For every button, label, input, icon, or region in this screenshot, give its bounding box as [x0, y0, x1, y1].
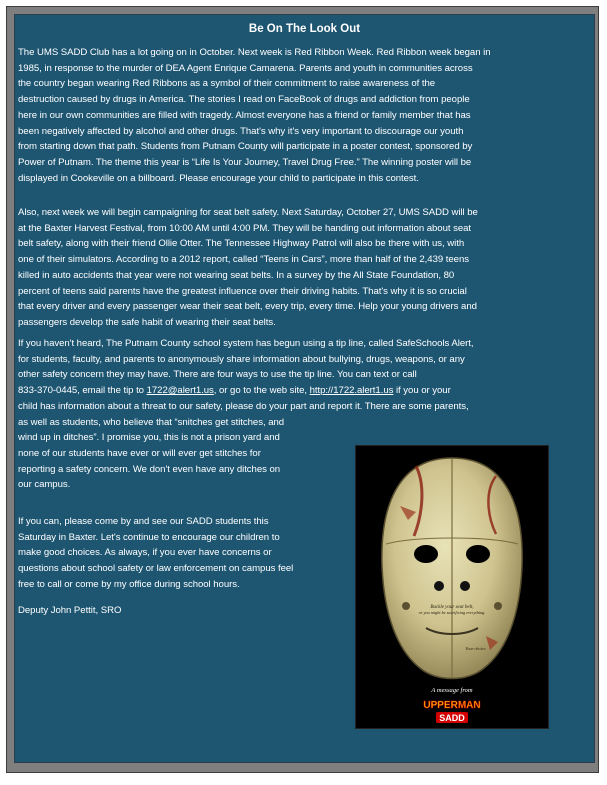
text-line: here in our own communities are filled with tragedy. Almost everyone has a friend or family member that has [18, 109, 471, 121]
text-line: Power of Putnam. The theme this year is “Life Is Your Journey, Travel Drug Free.” The winning poster will be [18, 156, 472, 168]
sadd-poster-image [355, 445, 549, 729]
text-line: 1985, in response to the murder of DEA Agent Enrique Camarena. Parents and youth in communities across [18, 62, 473, 74]
text-line: percent of teens said parents have the greatest influence over their driving habits. That's why it is so crucial [18, 285, 467, 297]
message-from-text: A message from [431, 687, 473, 694]
text-line: one of their simulators. According to a 2012 report, called “Teens in Cars”, more than half of the 2,439 teens [18, 254, 469, 266]
text-line: Saturday in Baxter. Let's continue to encourage our children to [18, 531, 280, 543]
text-fragment: if you or your [393, 385, 451, 397]
signature: Deputy John Pettit, SRO [18, 605, 122, 616]
email-link[interactable]: 1722@alert1.us [146, 385, 214, 397]
text-line: displayed in Cookeville on a billboard. Please encourage your child to participate in this contest. [18, 172, 419, 184]
text-line: killed in auto accidents that year were not wearing seat belts. In a survey by the All State Foundation, 80 [18, 269, 455, 281]
brand-logo-upperman: UPPERMAN [423, 700, 481, 711]
text-line: belt safety, along with their friend Ollie Otter. The Tennessee Highway Patrol will also be there with us, with [18, 238, 465, 250]
text-line: destruction caused by drugs in America. The stories I read on FaceBook of drugs and addiction from people [18, 94, 470, 106]
paragraph-closing [18, 514, 348, 593]
article-title: Be On The Look Out [248, 23, 361, 35]
text-line: for students, faculty, and parents to anonymously share information about bullying, drugs, weapons, or any [18, 353, 465, 365]
text-line: make good choices. As always, if you ever have concerns or [18, 547, 272, 559]
text-line: as well as students, who believe that “snitches get stitches, and [18, 416, 285, 428]
mask-caption-2: or you might be sacrificing everything. [418, 610, 486, 615]
newsletter-panel [14, 14, 595, 763]
mask-caption-3: Your choice. [465, 646, 487, 651]
text-line: the country began wearing Red Ribbons as a symbol of their commitment to raise awareness of the [18, 78, 436, 90]
mask-caption-1: Buckle your seat belt, [430, 605, 474, 610]
text-line: Also, next week we will begin campaigning for seat belt safety. Next Saturday, October 27, UMS SADD will be [18, 207, 478, 218]
text-line [18, 383, 586, 399]
text-line: child has information about a threat to our safety, please do your part and report it. There are some parents, [18, 400, 469, 412]
text-fragment: , or go to the web site, [213, 385, 310, 397]
website-link[interactable]: http://1722.alert1.us [309, 385, 394, 397]
text-line: The UMS SADD Club has a lot going on in October. Next week is Red Ribbon Week. Red Ribbon week began in [18, 47, 491, 58]
text-line: from starting down that path. Students from Putnam County will participate in a poster contest, sponsored by [18, 141, 473, 153]
text-fragment: 833-370-0445, email the tip to [18, 385, 147, 397]
paragraph-red-ribbon [18, 45, 586, 186]
text-line: been negatively affected by alcohol and other drugs. That's why it's very important to discourage our youth [18, 125, 464, 137]
crash-dummy-mask-illustration [356, 446, 548, 728]
text-line: our campus. [18, 479, 71, 491]
text-line: If you can, please come by and see our SADD students this [18, 516, 269, 527]
text-line: none of our students have ever or will ever get stitches for [18, 447, 261, 459]
text-line: reporting a safety concern. We don't even have any ditches on [18, 463, 281, 475]
text-line: free to call or come by my office during school hours. [18, 578, 240, 590]
text-line: other safety concern they may have. There are four ways to use the tip line. You can text or call [18, 369, 417, 381]
paragraph-seat-belt [18, 205, 586, 331]
text-line: questions about school safety or law enforcement on campus feel [18, 563, 294, 575]
text-line: wind up in ditches”. I promise you, this is not a prison yard and [18, 432, 280, 444]
text-line: that every driver and every passenger wear their seat belt, every trip, every time. Help your young drivers and [18, 301, 477, 313]
text-line: at the Baxter Harvest Festival, from 10:00 AM until 4:00 PM. They will be handing out information about seat [18, 222, 472, 234]
brand-logo-sadd: SADD [439, 713, 465, 723]
text-line: If you haven't heard, The Putnam County school system has begun using a tip line, called SafeSchools Alert, [18, 338, 474, 349]
text-line: passengers develop the safe habit of wearing their seat belts. [18, 316, 276, 328]
